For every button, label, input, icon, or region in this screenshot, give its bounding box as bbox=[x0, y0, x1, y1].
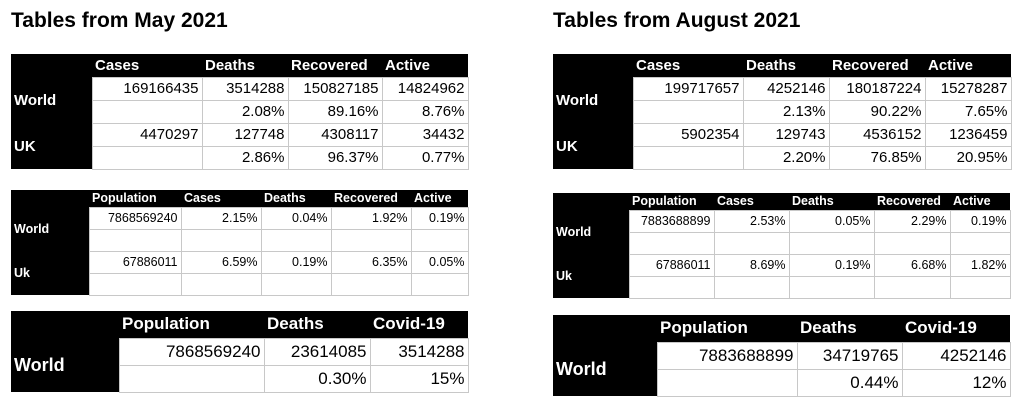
header-corner bbox=[553, 54, 633, 77]
column-header: Population bbox=[629, 193, 714, 210]
empty-cell bbox=[874, 276, 950, 298]
empty-cell bbox=[950, 232, 1010, 254]
empty-cell bbox=[181, 229, 261, 251]
table-cell: 129743 bbox=[743, 123, 829, 146]
table-cell: 1.82% bbox=[950, 254, 1010, 276]
row-label: World bbox=[553, 210, 629, 254]
table-cell: 4470297 bbox=[92, 123, 202, 146]
table-cell: 4308117 bbox=[288, 123, 382, 146]
may-population-table bbox=[11, 190, 469, 296]
table-cell: 1236459 bbox=[925, 123, 1011, 146]
table-cell bbox=[119, 365, 264, 392]
table-row bbox=[553, 210, 1010, 232]
table-cell: 1.92% bbox=[331, 207, 411, 229]
table-cell: 14824962 bbox=[382, 77, 468, 100]
table-cell bbox=[633, 146, 743, 169]
table-cell: 0.19% bbox=[950, 210, 1010, 232]
column-header: Deaths bbox=[743, 54, 829, 77]
table-cell: 5902354 bbox=[633, 123, 743, 146]
column-header: Active bbox=[411, 190, 468, 207]
table-cell: 0.04% bbox=[261, 207, 331, 229]
table-cell: 12% bbox=[902, 369, 1010, 396]
table-cell: 96.37% bbox=[288, 146, 382, 169]
table-header-row bbox=[11, 54, 468, 77]
may-covid-table bbox=[11, 311, 469, 393]
row-label: World bbox=[553, 77, 633, 123]
column-header: Cases bbox=[92, 54, 202, 77]
table-row bbox=[11, 207, 468, 229]
table-cell: 7883688899 bbox=[657, 342, 797, 369]
table-cell: 23614085 bbox=[264, 338, 370, 365]
column-header: Cases bbox=[714, 193, 789, 210]
empty-cell bbox=[411, 229, 468, 251]
august-population-table bbox=[553, 193, 1011, 299]
column-header: Cases bbox=[633, 54, 743, 77]
table-row bbox=[11, 251, 468, 273]
column-header: Recovered bbox=[874, 193, 950, 210]
table-header-row bbox=[553, 54, 1011, 77]
column-header: Cases bbox=[181, 190, 261, 207]
table-cell: 90.22% bbox=[829, 100, 925, 123]
table-row bbox=[553, 123, 1011, 146]
table-cell: 89.16% bbox=[288, 100, 382, 123]
august-title: Tables from August 2021 bbox=[553, 9, 801, 32]
table-cell bbox=[92, 100, 202, 123]
table-cell: 7.65% bbox=[925, 100, 1011, 123]
table-cell: 67886011 bbox=[629, 254, 714, 276]
table-cell: 20.95% bbox=[925, 146, 1011, 169]
column-header: Deaths bbox=[264, 311, 370, 338]
column-header: Population bbox=[89, 190, 181, 207]
empty-cell bbox=[331, 229, 411, 251]
empty-cell bbox=[629, 232, 714, 254]
row-label: Uk bbox=[11, 251, 89, 295]
table-row bbox=[553, 254, 1010, 276]
empty-cell bbox=[89, 273, 181, 295]
table-cell: 180187224 bbox=[829, 77, 925, 100]
header-corner bbox=[553, 315, 657, 342]
table-cell: 15278287 bbox=[925, 77, 1011, 100]
may-title: Tables from May 2021 bbox=[11, 9, 228, 32]
table-cell: 3514288 bbox=[370, 338, 468, 365]
table-cell: 3514288 bbox=[202, 77, 288, 100]
header-corner bbox=[11, 54, 92, 77]
table-cell: 7868569240 bbox=[89, 207, 181, 229]
table-cell: 2.20% bbox=[743, 146, 829, 169]
column-header: Recovered bbox=[288, 54, 382, 77]
table-cell: 0.44% bbox=[797, 369, 902, 396]
row-label: UK bbox=[11, 123, 92, 169]
table-header-row bbox=[11, 311, 468, 338]
row-label: Uk bbox=[553, 254, 629, 298]
row-label: World bbox=[11, 207, 89, 251]
column-header: Deaths bbox=[261, 190, 331, 207]
header-corner bbox=[553, 193, 629, 210]
table-cell: 6.68% bbox=[874, 254, 950, 276]
august-summary-table bbox=[553, 54, 1012, 170]
table-cell: 0.30% bbox=[264, 365, 370, 392]
table-cell bbox=[92, 146, 202, 169]
row-label: World bbox=[11, 77, 92, 123]
column-header: Population bbox=[119, 311, 264, 338]
table-cell: 0.05% bbox=[411, 251, 468, 273]
empty-cell bbox=[789, 232, 874, 254]
table-row bbox=[11, 338, 468, 365]
table-cell: 199717657 bbox=[633, 77, 743, 100]
row-label: UK bbox=[553, 123, 633, 169]
table-header-row bbox=[11, 190, 468, 207]
table-cell: 127748 bbox=[202, 123, 288, 146]
column-header: Population bbox=[657, 315, 797, 342]
table-cell: 67886011 bbox=[89, 251, 181, 273]
table-cell bbox=[657, 369, 797, 396]
may-summary-table bbox=[11, 54, 469, 170]
table-cell: 150827185 bbox=[288, 77, 382, 100]
table-cell: 7883688899 bbox=[629, 210, 714, 232]
empty-cell bbox=[950, 276, 1010, 298]
table-cell: 6.59% bbox=[181, 251, 261, 273]
column-header: Active bbox=[925, 54, 1011, 77]
table-cell: 2.53% bbox=[714, 210, 789, 232]
row-label: World bbox=[553, 342, 657, 396]
column-header: Active bbox=[382, 54, 468, 77]
column-header: Deaths bbox=[789, 193, 874, 210]
empty-cell bbox=[874, 232, 950, 254]
table-cell: 8.76% bbox=[382, 100, 468, 123]
table-header-row bbox=[553, 193, 1010, 210]
table-cell bbox=[633, 100, 743, 123]
column-header: Recovered bbox=[331, 190, 411, 207]
table-cell: 34432 bbox=[382, 123, 468, 146]
table-cell: 2.86% bbox=[202, 146, 288, 169]
column-header: Deaths bbox=[797, 315, 902, 342]
table-cell: 34719765 bbox=[797, 342, 902, 369]
column-header: Recovered bbox=[829, 54, 925, 77]
table-row bbox=[553, 342, 1010, 369]
empty-cell bbox=[714, 276, 789, 298]
header-corner bbox=[11, 190, 89, 207]
column-header: Covid-19 bbox=[370, 311, 468, 338]
table-cell: 6.35% bbox=[331, 251, 411, 273]
empty-cell bbox=[629, 276, 714, 298]
table-cell: 0.19% bbox=[261, 251, 331, 273]
table-row bbox=[11, 123, 468, 146]
table-cell: 2.13% bbox=[743, 100, 829, 123]
empty-cell bbox=[411, 273, 468, 295]
empty-cell bbox=[789, 276, 874, 298]
table-cell: 0.19% bbox=[411, 207, 468, 229]
table-cell: 0.77% bbox=[382, 146, 468, 169]
august-covid-table bbox=[553, 315, 1011, 397]
row-label: World bbox=[11, 338, 119, 392]
table-cell: 0.19% bbox=[789, 254, 874, 276]
empty-cell bbox=[261, 273, 331, 295]
empty-cell bbox=[714, 232, 789, 254]
empty-cell bbox=[181, 273, 261, 295]
table-cell: 8.69% bbox=[714, 254, 789, 276]
table-cell: 2.08% bbox=[202, 100, 288, 123]
table-cell: 4252146 bbox=[743, 77, 829, 100]
empty-cell bbox=[331, 273, 411, 295]
table-row bbox=[11, 77, 468, 100]
table-cell: 76.85% bbox=[829, 146, 925, 169]
table-row bbox=[553, 77, 1011, 100]
table-cell: 2.29% bbox=[874, 210, 950, 232]
table-cell: 4536152 bbox=[829, 123, 925, 146]
empty-cell bbox=[89, 229, 181, 251]
table-cell: 0.05% bbox=[789, 210, 874, 232]
column-header: Deaths bbox=[202, 54, 288, 77]
table-header-row bbox=[553, 315, 1010, 342]
table-cell: 169166435 bbox=[92, 77, 202, 100]
table-cell: 4252146 bbox=[902, 342, 1010, 369]
table-cell: 15% bbox=[370, 365, 468, 392]
table-cell: 2.15% bbox=[181, 207, 261, 229]
column-header: Covid-19 bbox=[902, 315, 1010, 342]
column-header: Active bbox=[950, 193, 1010, 210]
empty-cell bbox=[261, 229, 331, 251]
table-cell: 7868569240 bbox=[119, 338, 264, 365]
header-corner bbox=[11, 311, 119, 338]
